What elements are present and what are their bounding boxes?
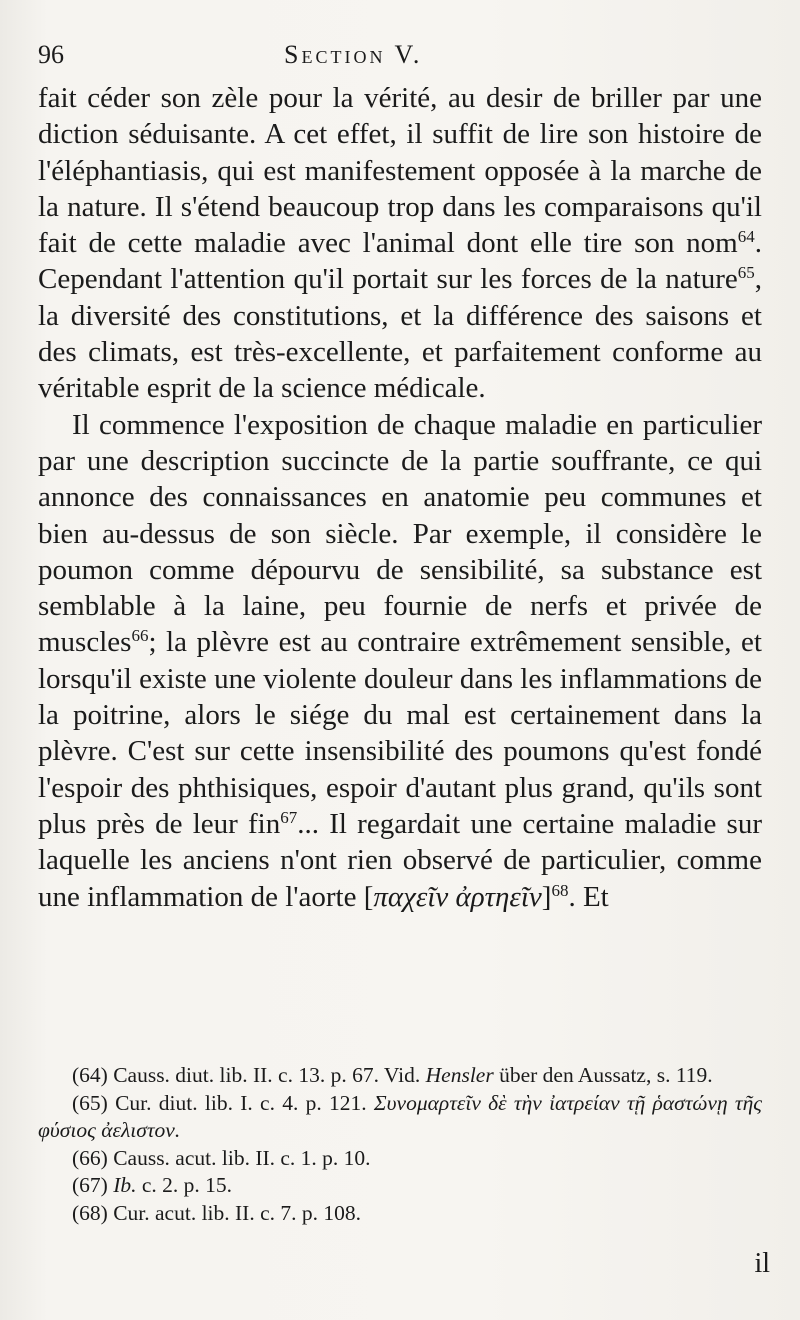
footnote-65-text-a: (65) Cur. diut. lib. I. c. 4. p. 121.	[72, 1090, 374, 1115]
paragraph-2-text-a: Il commence l'exposition de chaque maladie en particulier par une description succincte de la partie souffrante, ce qui annonce des connaissances en anatomie peu communes et bien au-dessus de son siècle. Par exemple, il considère le poumon comme dépourvu de sensibilité, sa substance est semblable à la laine, peu fournie de nerfs et privée de muscles	[38, 408, 762, 659]
footnotes	[38, 1062, 762, 1227]
footnote-ref-68: 68	[551, 880, 569, 900]
paragraph-1	[38, 80, 762, 407]
footnote-ref-64: 64	[737, 227, 755, 247]
paragraph-2-text-b: ; la plèvre est au contraire extrêmement sensible, et lorsqu'il existe une violente douleur dans les inflammations de la poitrine, alors le siége du mal est certainement dans la plèvre. C'est sur cette insensibilité des poumons qu'est fondé l'espoir des phthisiques, espoir d'autant plus grand, qu'ils sont plus près de leur fin	[38, 626, 762, 840]
footnote-67-text-a: (67)	[72, 1173, 114, 1197]
footnote-65	[38, 1090, 762, 1145]
footnote-64-text-a: (64) Causs. diut. lib. II. c. 13. p. 67. Vid.	[72, 1063, 426, 1087]
page-header	[38, 36, 778, 76]
paragraph-2-text-e: . Et	[568, 880, 609, 913]
footnote-ref-65: 65	[737, 263, 755, 283]
footnote-68: (68) Cur. acut. lib. II. c. 7. p. 108.	[72, 1200, 362, 1225]
catchword: il	[754, 1248, 770, 1279]
greek-phrase: παχεῖν ἀρτηεῖν	[373, 880, 542, 913]
footnote-64-author: Hensler	[425, 1063, 494, 1087]
page-number: 96	[38, 40, 64, 69]
running-head: Section V.	[284, 40, 423, 69]
paragraph-1-text-a: fait céder son zèle pour la vérité, au desir de briller par une diction séduisante. A cet effet, il suffit de lire son histoire de l'éléphantiasis, qui est manifestement opposée à la marche de la nature. Il s'étend beaucoup trop dans les comparaisons qu'il fait de cette maladie avec l'animal dont elle tire son nom	[38, 82, 762, 260]
paragraph-2-text-c: ... Il regardait une certaine maladie sur laquelle les anciens n'ont rien observé de particulier, comme une inflammation de l'aorte [	[38, 807, 762, 913]
footnote-67	[38, 1172, 762, 1200]
paragraph-2-text-d: ]	[541, 880, 552, 913]
paragraph-1-text-b: . Cependant l'attention qu'il portait sur les forces de la nature	[38, 227, 762, 296]
footnote-67-text-c: c. 2. p. 15.	[136, 1173, 233, 1197]
footnote-ref-67: 67	[280, 807, 298, 827]
footnote-64-text-c: über den Aussatz, s. 119.	[493, 1063, 713, 1087]
paragraph-1-text-c: , la diversité des constitutions, et la différence des saisons et des climats, est très-excellente, et parfaitement conforme au véritable esprit de la science médicale.	[38, 263, 762, 405]
paragraph-2	[38, 407, 762, 915]
footnote-64	[38, 1062, 762, 1090]
footnote-65-greek: Συνομαρτεῖν δὲ τὴν ἰατρείαν τῇ ῥαστώνῃ τῆς φύσιος ἀελιστον.	[38, 1090, 762, 1142]
main-text	[38, 80, 762, 915]
footnote-66: (66) Causs. acut. lib. II. c. 1. p. 10.	[72, 1145, 371, 1170]
footnote-67-ibid: Ib.	[113, 1173, 137, 1197]
footnote-ref-66: 66	[131, 626, 149, 646]
